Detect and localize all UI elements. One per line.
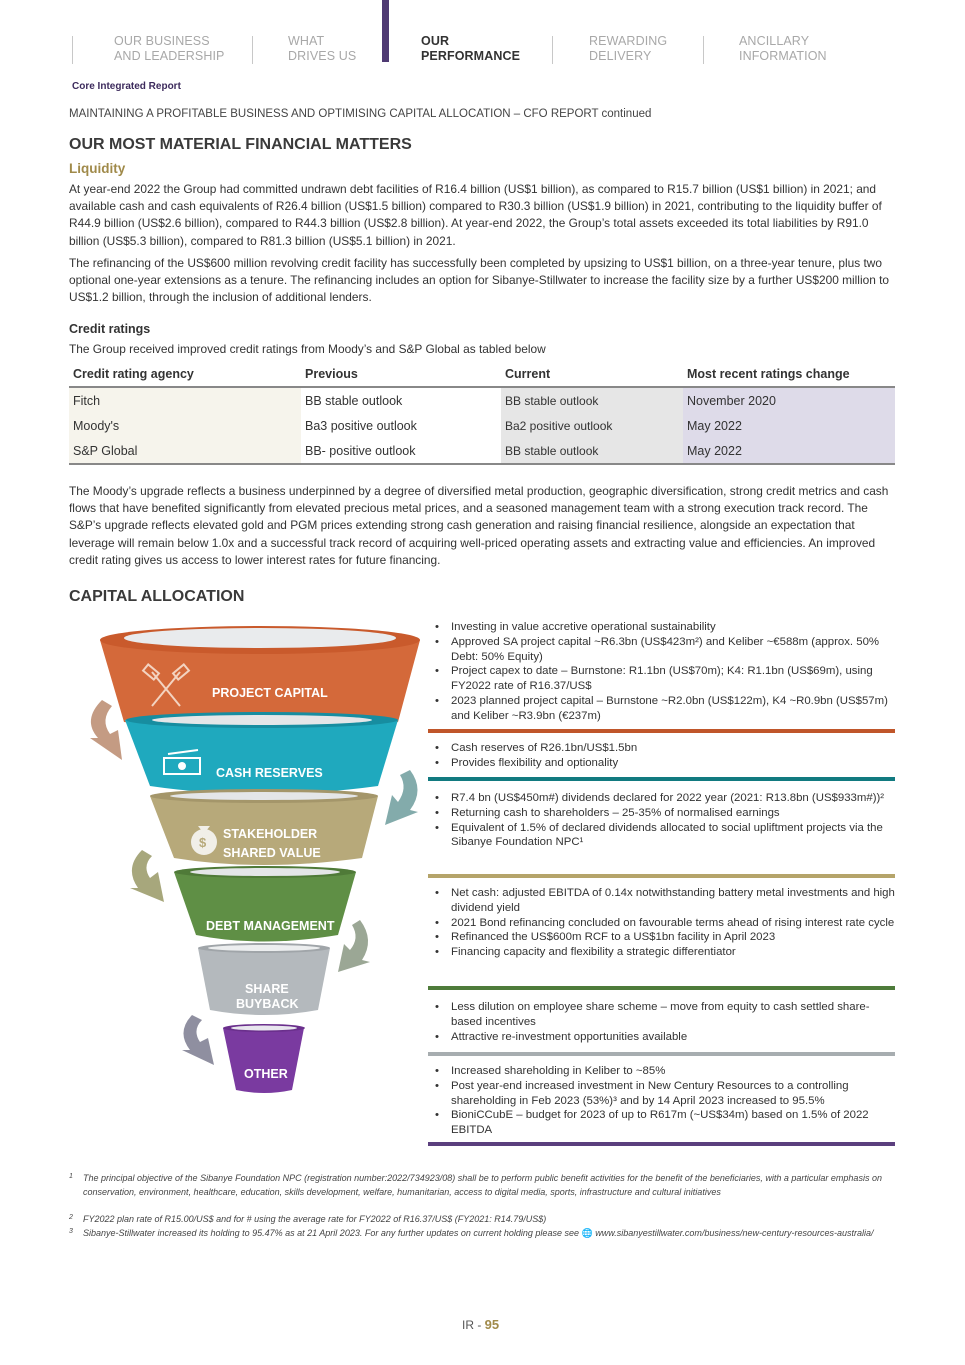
- section-divider: [428, 986, 895, 990]
- credit-ratings-heading: Credit ratings: [69, 322, 151, 336]
- bullet-item: • Less dilution on employee share scheme – move from equity to cash settled share-based incentives: [433, 1000, 895, 1030]
- bullet-item: • R7.4 bn (US$450m#) dividends declared for 2022 year (2021: R13.8bn (US$933m#))²: [433, 791, 895, 806]
- funnel-segment-stakeholder-shared-value[interactable]: [150, 789, 378, 865]
- nav-ancillary-information[interactable]: [739, 34, 827, 64]
- funnel-label: SHARED VALUE: [223, 846, 321, 860]
- section-divider: [428, 777, 895, 781]
- footnote-text: The principal objective of the Sibanye Foundation NPC (registration number:2022/734923/08) shall be to perform public benefit activities for the benefit of the beneficiaries, with a particular emphasis on conservation, environment, healthcare, education, skills development, welfare, humanitarian, access to digital media, sports, infrastructure and cultural initiatives: [83, 1173, 882, 1197]
- allocation-block: [433, 791, 895, 850]
- table-row: [69, 387, 895, 413]
- footnote-3: [69, 1227, 899, 1241]
- nav-label: PERFORMANCE: [421, 49, 521, 63]
- nav-our-performance[interactable]: [421, 34, 520, 64]
- footnote-number: 3: [69, 1228, 73, 1235]
- nav-divider: [252, 36, 253, 64]
- funnel-label: OTHER: [244, 1067, 288, 1081]
- nav-active-indicator: [382, 0, 389, 62]
- bullet-list: [433, 791, 895, 850]
- allocation-block: [433, 886, 895, 960]
- section-divider: [428, 1142, 895, 1146]
- nav-label: INFORMATION: [739, 49, 827, 63]
- bullet-item: • Post year-end increased investment in New Century Resources to a controlling shareholding in Feb 2023 (53%)³ and by 14 April 2023 increased to 95.5%: [433, 1079, 895, 1109]
- section-nav: [0, 0, 965, 70]
- table-cell: Ba2 positive outlook: [501, 413, 683, 439]
- bullet-list: [433, 886, 895, 960]
- bullet-list: [433, 741, 895, 771]
- bullet-item: • Investing in value accretive operational sustainability: [433, 620, 895, 635]
- section-divider: [428, 1052, 895, 1056]
- funnel-label: BUYBACK: [236, 997, 299, 1011]
- bullet-list: [433, 1064, 895, 1138]
- capital-allocation-funnel: [80, 610, 425, 1100]
- nav-divider: [703, 36, 704, 64]
- footnote-2: [69, 1213, 899, 1227]
- section-divider: [428, 874, 895, 878]
- nav-label: ANCILLARY: [739, 34, 810, 48]
- bullet-item: • 2021 Bond refinancing concluded on favourable terms ahead of rising interest rate cycle: [433, 916, 895, 931]
- page-prefix: IR -: [462, 1318, 485, 1332]
- ratings-commentary: The Moody’s upgrade reflects a business underpinned by a degree of diversified metal production, geographic diversification, strong credit metrics and cash flows that have benefited significantly from elevated precious metal prices, and a seasoned management team with a strong execution track record. The S&P’s upgrade reflects elevated gold and PGM prices extending strong cash generation and raising financial resilience, alongside an expectation that leverage will remain below 1.0x and a successful track record of acquiring well-priced operating assets and extracting value and efficiencies. An improved credit rating gives us access to lower interest rates for future financing.: [69, 484, 889, 567]
- funnel-label: PROJECT CAPITAL: [212, 686, 328, 700]
- nav-label: DRIVES US: [288, 49, 357, 63]
- nav-divider: [72, 36, 73, 64]
- funnel-label: DEBT MANAGEMENT: [206, 919, 335, 933]
- bullet-item: • Increased shareholding in Keliber to ~85%: [433, 1064, 895, 1079]
- allocation-block: [433, 741, 895, 771]
- allocation-block: [433, 620, 895, 724]
- funnel-label: CASH RESERVES: [216, 766, 323, 780]
- liquidity-paragraph-1: At year-end 2022 the Group had committed undrawn debt facilities of R16.4 billion (US$1 billion), as compared to R15.7 billion (US$1 billion) in 2021; and available cash and cash equivalents of R26.4 billion (US$1.5 billion) compared to R30.3 billion (US$1.9 billion) in 2021, contributing to the liquidity buffer of R44.9 billion (US$2.6 billion), compared to R44.3 billion (US$2.8 billion). At year-end 2022, the Group’s total assets exceeded its total liabilities by R91.0 billion (US$5.3 billion), compared to R81.3 billion (US$5.1 billion) in 2021.: [69, 182, 882, 248]
- column-header: Most recent ratings change: [683, 364, 895, 387]
- funnel-segment-debt-management[interactable]: [174, 866, 356, 942]
- bullet-item: • Returning cash to shareholders – 25-35% of normalised earnings: [433, 806, 895, 821]
- table-cell: BB stable outlook: [301, 387, 501, 413]
- column-header: Credit rating agency: [69, 364, 301, 387]
- table-header-row: [69, 364, 895, 387]
- column-header: Previous: [301, 364, 501, 387]
- nav-label: DELIVERY: [589, 49, 652, 63]
- website-link[interactable]: www.sibanyestillwater.com/business/new-century-resources-australia/: [595, 1228, 874, 1238]
- section-divider: [428, 729, 895, 733]
- table-cell: BB stable outlook: [501, 438, 683, 464]
- table-cell: May 2022: [683, 413, 895, 439]
- bullet-item: • Financing capacity and flexibility a strategic differentiator: [433, 945, 895, 960]
- bullet-item: • 2023 planned project capital – Burnstone ~R2.0bn (US$122m), K4 ~R0.9bn (US$57m) and Keliber ~R3.9bn (€237m): [433, 694, 895, 724]
- table-cell: Fitch: [69, 387, 301, 413]
- footnote-number: 2: [69, 1214, 73, 1221]
- bullet-item: • Approved SA project capital ~R6.3bn (US$423m²) and Keliber ~€588m (approx. 50% Debt: 50% Equity): [433, 635, 895, 665]
- bullet-item: • Provides flexibility and optionality: [433, 756, 895, 771]
- nav-label: AND LEADERSHIP: [114, 49, 225, 63]
- table-cell: Moody's: [69, 413, 301, 439]
- allocation-block: [433, 1000, 895, 1044]
- bullet-item: • Net cash: adjusted EBITDA of 0.14x notwithstanding battery metal investments and high dividend yield: [433, 886, 895, 916]
- bullet-item: • Equivalent of 1.5% of declared dividends allocated to social upliftment projects via the Sibanye Foundation NPC¹: [433, 821, 895, 851]
- nav-our-business[interactable]: [114, 34, 224, 64]
- funnel-segment-other[interactable]: [223, 1024, 305, 1093]
- report-label: Core Integrated Report: [72, 81, 181, 92]
- table-cell: S&P Global: [69, 438, 301, 464]
- bullet-list: [433, 1000, 895, 1044]
- footnote-text: FY2022 plan rate of R15.00/US$ and for # using the average rate for FY2022 of R16.37/US$ (FY2021: R14.79/US$): [83, 1214, 547, 1224]
- nav-rewarding-delivery[interactable]: [589, 34, 667, 64]
- nav-what-drives-us[interactable]: [288, 34, 356, 64]
- credit-ratings-table: [69, 364, 895, 465]
- funnel-segment-share-buyback[interactable]: [198, 943, 330, 1015]
- nav-label: OUR BUSINESS: [114, 34, 210, 48]
- globe-icon: 🌐: [581, 1228, 593, 1238]
- capital-allocation-heading: CAPITAL ALLOCATION: [69, 588, 245, 605]
- allocation-block: [433, 1064, 895, 1138]
- nav-label: OUR: [421, 34, 450, 48]
- nav-label: WHAT: [288, 34, 325, 48]
- nav-divider: [552, 36, 553, 64]
- bullet-item: • Refinanced the US$600m RCF to a US$1bn facility in April 2023: [433, 930, 895, 945]
- table-cell: BB- positive outlook: [301, 438, 501, 464]
- table-cell: BB stable outlook: [501, 387, 683, 413]
- table-cell: May 2022: [683, 438, 895, 464]
- svg-text:$: $: [199, 835, 207, 850]
- bullet-list: [433, 620, 895, 724]
- bullet-item: • BioniCCubE – budget for 2023 of up to R617m (~US$34m) based on 1.5% of 2022 EBITDA: [433, 1108, 895, 1138]
- funnel-segment-cash-reserves[interactable]: [125, 712, 398, 794]
- table-row: [69, 413, 895, 439]
- bullet-item: • Cash reserves of R26.1bn/US$1.5bn: [433, 741, 895, 756]
- bullet-item: • Project capex to date – Burnstone: R1.1bn (US$70m); K4: R1.1bn (US$69m), using FY2022 rate of R16.37/US$: [433, 664, 895, 694]
- bullet-item: • Attractive re-investment opportunities available: [433, 1030, 895, 1045]
- funnel-label: SHARE: [245, 982, 289, 996]
- page-number-value: 95: [484, 1317, 500, 1332]
- liquidity-paragraph-2: The refinancing of the US$600 million revolving credit facility has successfully been completed by upsizing to US$1 billion, on a three-year tenure, plus two optional one-year extensions as a tenure. The refinancing includes an option for Sibanye-Stillwater to increase the facility size by a further US$200 million to US$1.2 billion, through the inclusion of additional lenders.: [69, 256, 890, 305]
- footnote-text: Sibanye-Stillwater increased its holding to 95.47% as at 21 April 2023. For any further updates on current holding please see: [83, 1228, 579, 1238]
- column-header: Current: [501, 364, 683, 387]
- table-cell: November 2020: [683, 387, 895, 413]
- liquidity-heading: Liquidity: [69, 161, 126, 176]
- page-number: [462, 1317, 499, 1332]
- table-row: [69, 438, 895, 464]
- credit-ratings-intro: The Group received improved credit ratings from Moody’s and S&P Global as tabled below: [69, 342, 546, 356]
- section-subtitle: MAINTAINING A PROFITABLE BUSINESS AND OPTIMISING CAPITAL ALLOCATION – CFO REPORT continued: [69, 108, 652, 120]
- footnote-1: [69, 1172, 899, 1199]
- table-cell: Ba3 positive outlook: [301, 413, 501, 439]
- footnote-number: 1: [69, 1173, 73, 1180]
- nav-label: REWARDING: [589, 34, 668, 48]
- funnel-label: STAKEHOLDER: [223, 827, 318, 841]
- page-heading: OUR MOST MATERIAL FINANCIAL MATTERS: [69, 136, 412, 153]
